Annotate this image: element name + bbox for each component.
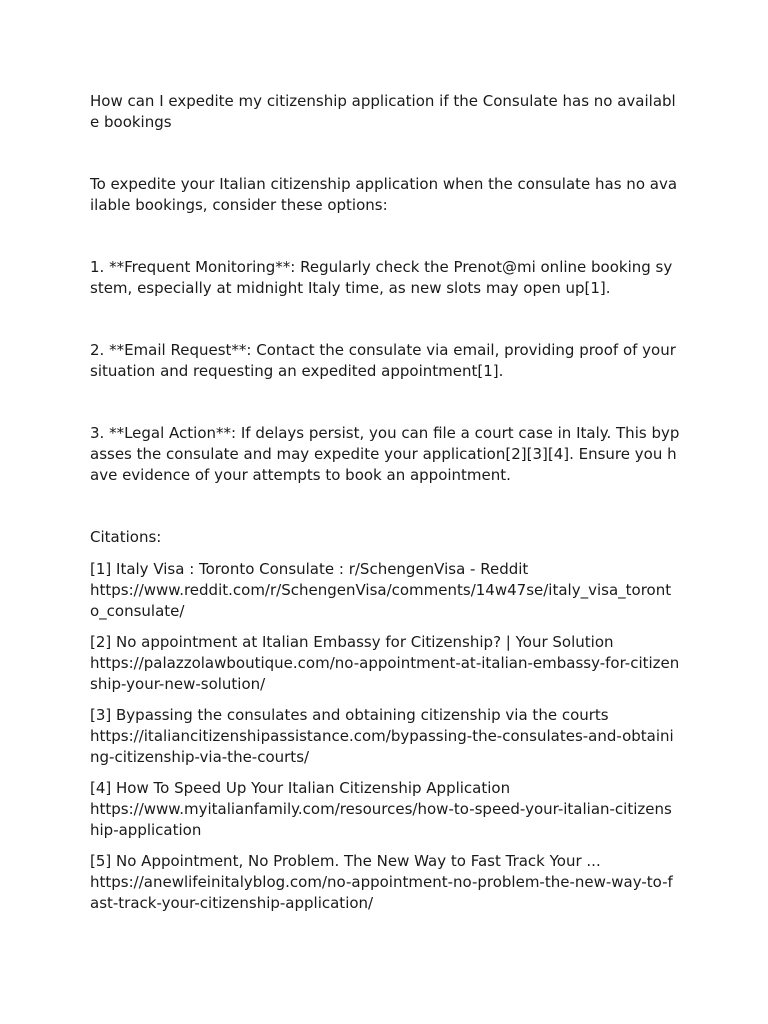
citation-title: [1] Italy Visa : Toronto Consulate : r/SchengenVisa - Reddit <box>90 560 529 578</box>
citation-item <box>90 632 680 695</box>
citation-title: [2] No appointment at Italian Embassy for Citizenship? | Your Solution <box>90 633 614 651</box>
citation-url[interactable]: https://anewlifeinitalyblog.com/no-appointment-no-problem-the-new-way-to-fast-track-your-citizenship-application/ <box>90 873 673 912</box>
citation-item <box>90 851 680 914</box>
citation-item <box>90 778 680 841</box>
citation-url[interactable]: https://italiancitizenshipassistance.com/bypassing-the-consulates-and-obtaining-citizenship-via-the-courts/ <box>90 727 674 766</box>
step-legal-action: 3. **Legal Action**: If delays persist, you can file a court case in Italy. This bypasses the consulate and may expedite your application[2][3][4]. Ensure you have evidence of your attempts to book an appointment. <box>90 424 680 484</box>
question-text: How can I expedite my citizenship application if the Consulate has no available bookings <box>90 92 676 131</box>
citation-title: [5] No Appointment, No Problem. The New Way to Fast Track Your ... <box>90 852 601 870</box>
citation-url[interactable]: https://www.myitalianfamily.com/resources/how-to-speed-your-italian-citizenship-application <box>90 800 672 839</box>
citation-url[interactable]: https://palazzolawboutique.com/no-appointment-at-italian-embassy-for-citizenship-your-new-solution/ <box>90 654 680 693</box>
citation-item <box>90 559 680 622</box>
citation-url[interactable]: https://www.reddit.com/r/SchengenVisa/comments/14w47se/italy_visa_toronto_consulate/ <box>90 581 672 620</box>
step-email-request: 2. **Email Request**: Contact the consulate via email, providing proof of your situation and requesting an expedited appointment[1]. <box>90 341 681 380</box>
document-page <box>90 91 680 924</box>
intro-text: To expedite your Italian citizenship application when the consulate has no available bookings, consider these options: <box>90 175 678 214</box>
citations-heading: Citations: <box>90 528 162 546</box>
citation-title: [4] How To Speed Up Your Italian Citizenship Application <box>90 779 511 797</box>
citation-title: [3] Bypassing the consulates and obtaining citizenship via the courts <box>90 706 609 724</box>
step-frequent-monitoring: 1. **Frequent Monitoring**: Regularly check the Prenot@mi online booking system, especially at midnight Italy time, as new slots may open up[1]. <box>90 258 673 297</box>
citation-item <box>90 705 680 768</box>
